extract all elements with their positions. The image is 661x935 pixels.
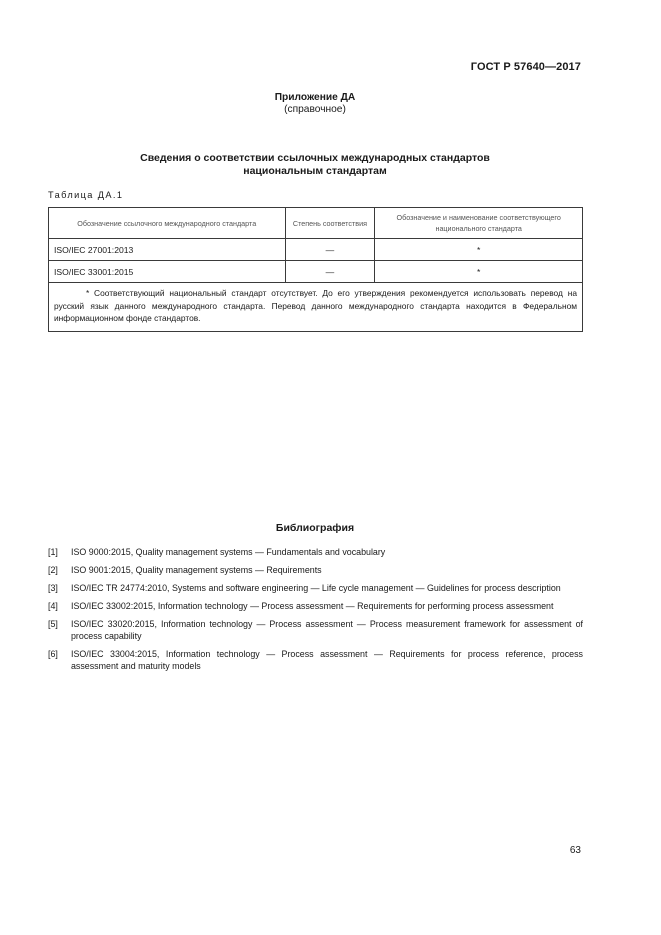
bibliography-number: [1] [48,547,58,557]
table-footnote [49,283,583,332]
table-footnote-row [49,283,583,332]
bibliography-item [48,564,583,576]
header-national: Обозначение и наименование соответствующего национального стандарта [375,208,583,239]
bibliography-number: [5] [48,619,58,629]
section-title [0,152,630,178]
bibliography-number: [6] [48,649,58,659]
table-label: Таблица ДА.1 [48,190,124,200]
bibliography-number: [3] [48,583,58,593]
table-row [49,239,583,261]
correspondence-table [48,207,583,332]
cell-degree: — [285,261,375,283]
bibliography-text: ISO 9000:2015, Quality management systems — Fundamentals and vocabulary [71,547,386,557]
bibliography-title: Библиография [275,522,355,534]
bibliography-item [48,582,583,594]
bibliography-number: [2] [48,565,58,575]
document-code: ГОСТ Р 57640—2017 [470,61,581,73]
bibliography-item [48,546,583,558]
cell-international: ISO/IEC 27001:2013 [49,239,286,261]
bibliography-item [48,600,583,612]
cell-national: * [375,261,583,283]
table-footnote-text: * Соответствующий национальный стандарт отсутствует. До его утверждения рекомендуется использовать перевод на русский язык данного международного стандарта. Перевод данного международного стандарта находится в Федеральном информационном фонде стандартов. [54,288,577,324]
bibliography-list [48,546,583,678]
annex-title: Приложение ДА [274,92,356,103]
cell-international: ISO/IEC 33001:2015 [49,261,286,283]
page-number: 63 [569,845,581,856]
bibliography-item [48,648,583,672]
header-international: Обозначение ссылочного международного стандарта [49,208,286,239]
cell-degree: — [285,239,375,261]
bibliography-text: ISO/IEC 33020:2015, Information technology — Process assessment — Process measurement framework for assessment of process capability [71,619,583,641]
bibliography-text: ISO/IEC TR 24774:2010, Systems and software engineering — Life cycle management — Guidelines for process description [71,583,561,593]
bibliography-number: [4] [48,601,58,611]
bibliography-text: ISO 9001:2015, Quality management systems — Requirements [71,565,322,575]
bibliography-text: ISO/IEC 33002:2015, Information technology — Process assessment — Requirements for performing process assessment [71,601,554,611]
cell-national: * [375,239,583,261]
table-row [49,261,583,283]
annex-subtitle: (справочное) [284,104,346,115]
section-title-line1: Сведения о соответствии ссылочных международных стандартов [140,152,490,164]
section-title-line2: национальным стандартам [243,165,387,177]
bibliography-item [48,618,583,642]
table-header-row [49,208,583,239]
bibliography-text: ISO/IEC 33004:2015, Information technology — Process assessment — Requirements for process reference, process assessment and maturity models [71,649,583,671]
header-degree: Степень соответствия [285,208,375,239]
